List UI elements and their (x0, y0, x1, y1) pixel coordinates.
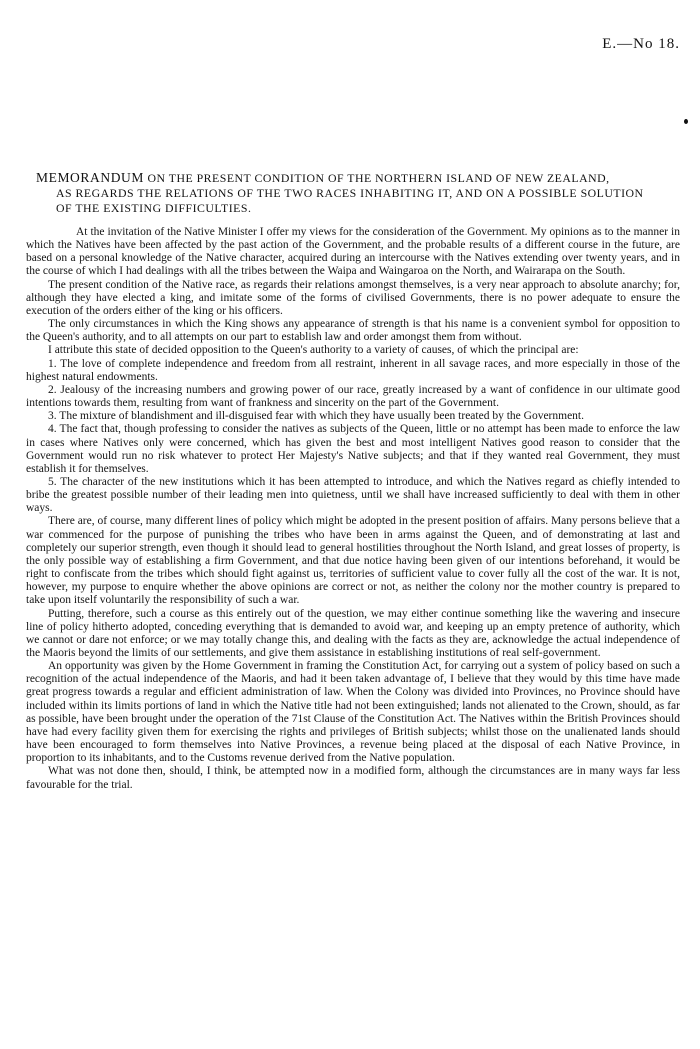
paragraph: There are, of course, many different lines of policy which might be adopted in the present position of affairs. Many persons believe that a war commenced for the purpose of punishing the tribes who have been in arms against the Queen, and of demonstrating at last and completely our superior strength, even though it should lead to general hostilities throughout the North Island, and great losses of property, is the only possible way of establishing a firm Government, and that due notice having been given of our intentions beforehand, it would be right to confiscate from the tribes which should fight against us, territories of sufficient value to cover fully all the cost of the war. It is not, however, my purpose to enquire whether the above opinions are correct or not, as neither the colony nor the mother country is prepared to take upon itself voluntarily the responsibility of such a war. (26, 515, 680, 607)
paragraph: I attribute this state of decided opposition to the Queen's authority to a variety of causes, of which the principal are: (48, 344, 579, 357)
title-line-1: ON THE PRESENT CONDITION OF THE NORTHERN ISLAND OF NEW ZEALAND, (147, 171, 610, 185)
paragraph: The present condition of the Native race, as regards their relations amongst themselves, is a very near approach to absolute anarchy; for, although they have elected a king, and imitate some of the forms of civilised Governments, there is no power adequate to ensure the execution of the orders either of the king or his officers. (26, 278, 680, 317)
numbered-cause: 3. The mixture of blandishment and ill-disguised fear with which they have usually been treated by the Government. (48, 410, 584, 423)
numbered-cause: 4. The fact that, though professing to consider the natives as subjects of the Queen, little or no attempt has been made to enforce the law in cases where Natives only were concerned, which has given the best and most intelligent Natives good reason to consider that the Government would run no risk whatever to protect Her Majesty's Native subjects; and that if they wanted real Government, they must establish it for themselves. (26, 423, 680, 475)
page-number: E.—No 18. (602, 36, 680, 52)
memorandum-body (26, 226, 680, 792)
paragraph: What was not done then, should, I think, be attempted now in a modified form, although the circumstances are in many ways far less favourable for the trial. (26, 765, 680, 791)
title-line-2: AS REGARDS THE RELATIONS OF THE TWO RACES INHABITING IT, AND ON A POSSIBLE SOLUTION (56, 186, 644, 200)
paragraph: An opportunity was given by the Home Government in framing the Constitution Act, for carrying out a system of policy based on such a recognition of the actual independence of the Maoris, and had it been taken advantage of, I believe that they would by this time have made great progress towards a regular and efficient administration of law. When the Colony was divided into Provinces, no Province should have included within its limits portions of land in which the Native title had not been extinguished; lands not alienated to the Crown, should, as far as possible, have been brought under the operation of the 71st Clause of the Constitution Act. The Natives within the British Provinces should have had every facility given them for exercising the rights and privileges of British subjects; whilst those on the unalienated lands should have been encouraged to form themselves into Native Provinces, a revenue being placed at the disposal of each Native Province, in proportion to its inhabitants, and to the Customs revenue derived from the Native population. (26, 660, 680, 765)
paragraph: The only circumstances in which the King shows any appearance of strength is that his name is a convenient symbol for opposition to the Queen's authority, and to all attempts on our part to establish law and order amongst them from without. (26, 318, 680, 344)
numbered-cause: 2. Jealousy of the increasing numbers and growing power of our race, greatly increased by a want of confidence in our ultimate good intentions towards them, resulting from want of frankness and sincerity on the part of the Government. (26, 383, 680, 410)
numbered-cause: 1. The love of complete independence and freedom from all restraint, inherent in all savage races, and more especially in those of the highest natural endowments. (26, 357, 680, 383)
paragraph: Putting, therefore, such a course as this entirely out of the question, we may either continue something like the wavering and insecure line of policy hitherto adopted, conceding everything that is demanded to avoid war, and keeping up an empty pretence of authority, which we cannot or dare not enforce; or we may totally change this, and dealing with the facts as they are, acknowledge the actual independence of the Maoris beyond the limits of our settlements, and give them assistance in establishing institutions of real self-government. (26, 607, 680, 659)
paragraph: At the invitation of the Native Minister I offer my views for the consideration of the Government. My opinions as to the manner in which the Natives have been affected by the past action of the Government, and the probable results of a different course in the future, are based on a personal knowledge of the Native character, acquired during an intercourse with the Natives extending over twenty years, and in the course of which I had dealings with all the tribes between the Waipa and Waingaroa on the North, and Wairarapa on the South. (26, 226, 680, 278)
numbered-cause: 5. The character of the new institutions which it has been attempted to introduce, and which the Natives regard as chiefly intended to bribe the greatest possible number of their leading men into quietness, until we shall have increased sufficiently to deal with them in other ways. (26, 475, 680, 515)
title-lead-word: MEMORANDUM (36, 170, 145, 185)
title-line-3: OF THE EXISTING DIFFICULTIES. (56, 201, 252, 215)
margin-mark (684, 119, 688, 124)
memorandum-title (36, 170, 680, 216)
